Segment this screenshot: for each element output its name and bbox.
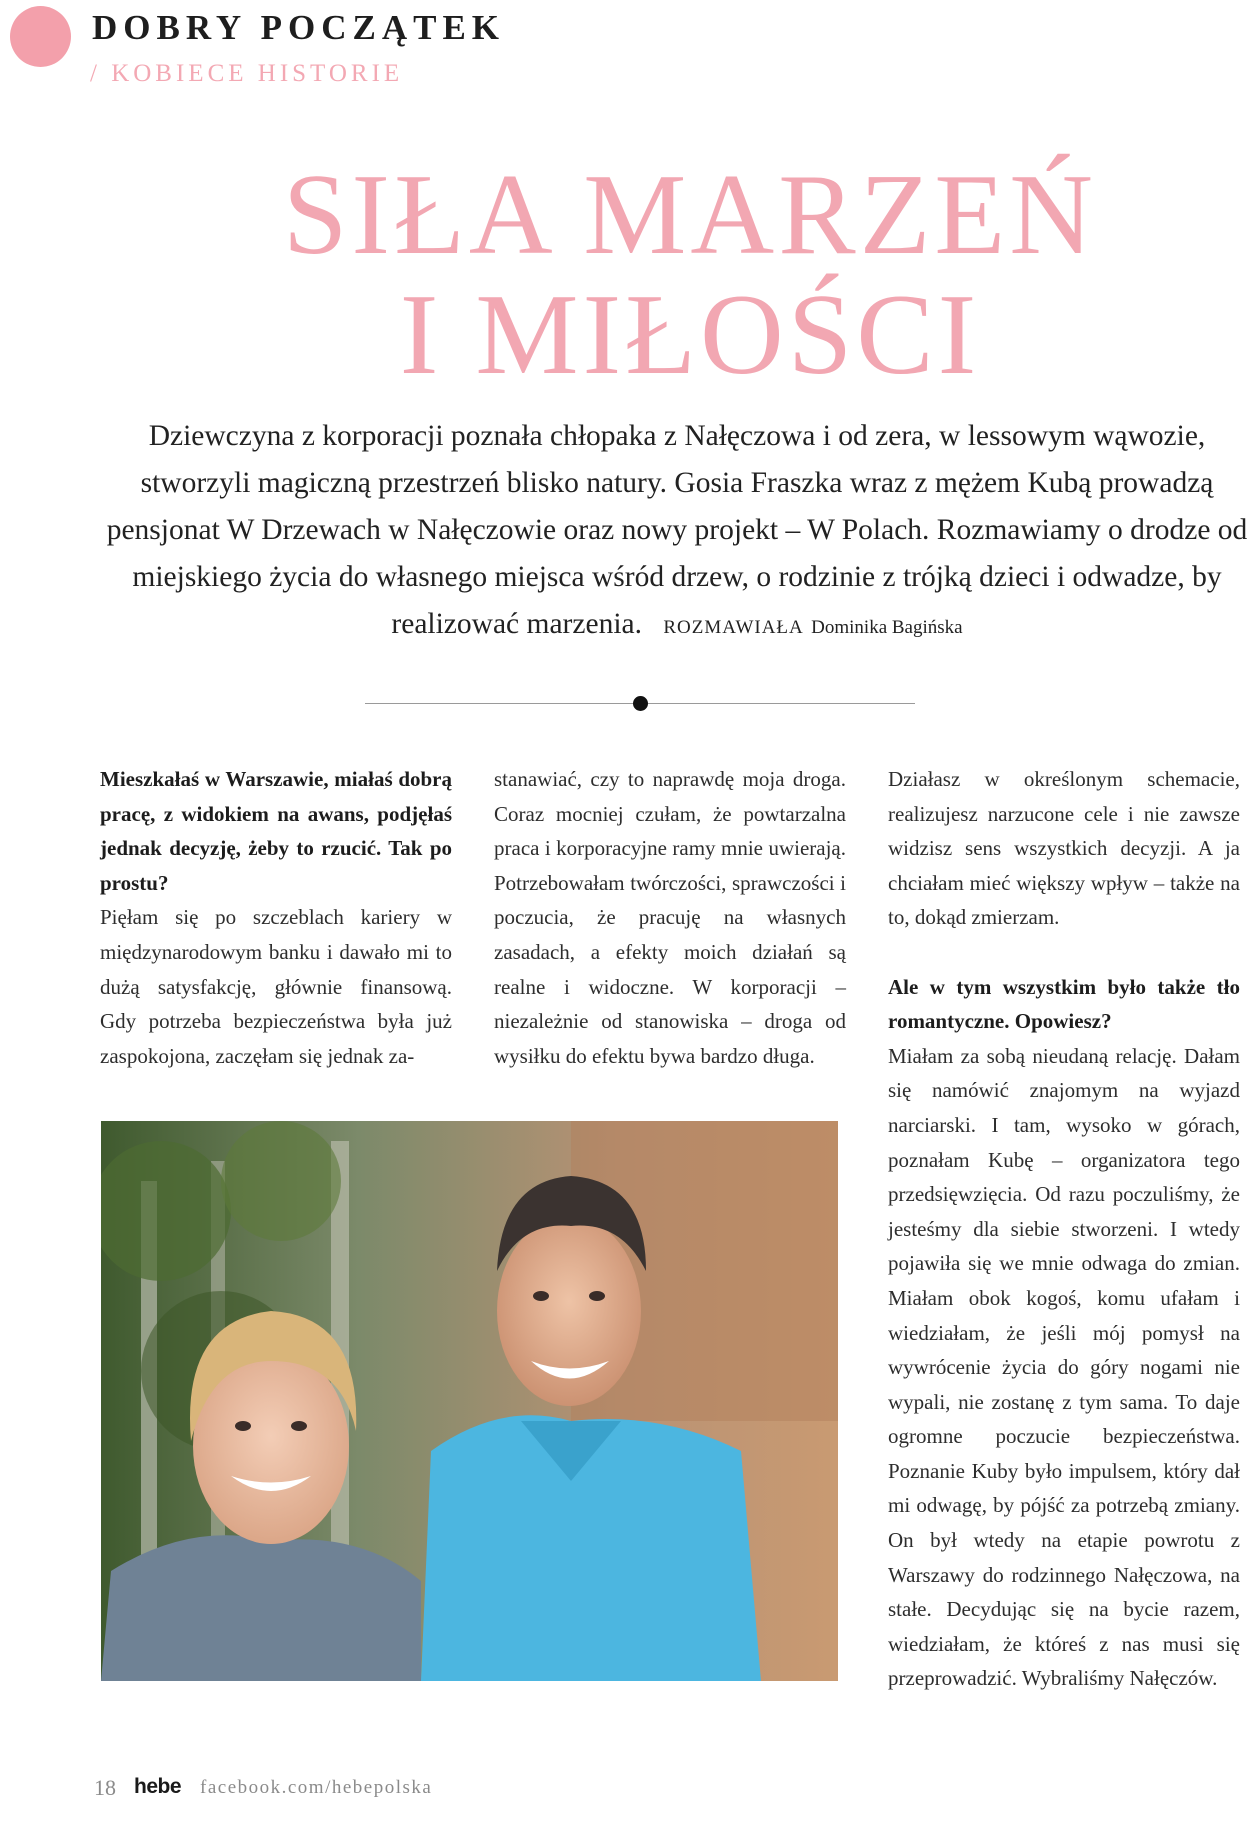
lead-text: Dziewczyna z korporacji poznała chłopaka z Nałęczowa i od zera, w lessowym wąwozie, stworzyli magiczną przestrzeń blisko natury. Gosia Fraszka wraz z mężem Kubą prowadzą pensjonat W Drzewach w Nałęczowie oraz nowy projekt – W Polach. Rozmawiamy o drodze od miejskiego życia do własnego miejsca wśród drzew, o rodzinie z trójką dzieci i odwadze, by realizować marzenia. [106, 420, 1248, 640]
social-link[interactable]: facebook.com/hebepolska [200, 1777, 433, 1798]
divider-dot [633, 696, 648, 711]
interview-answer-continued: stanawiać, czy to naprawdę moja droga. Coraz mocniej czułam, że powtarzalna praca i korporacyjne ramy mnie uwierają. Potrzebowałam twórczości, sprawczości i poczucia, że pracuję na własnych zasadach, a efekty moich działań są realne i widoczne. W korporacji – niezależnie od stanowiska – droga od wysiłku do efektu bywa bardzo długa. [494, 767, 846, 1068]
brand-logo: hebe [134, 1775, 182, 1798]
interview-answer: Miałam za sobą nieudaną relację. Dałam się namówić znajomym na wyjazd narciarski. I tam, wysoko w górach, poznałam Kubę – organizatora tego przedsięwzięcia. Od razu poczuliśmy, że jesteśmy dla siebie stworzeni. I wtedy pojawiła się we mnie odwaga do zmian. Miałam obok kogoś, komu ufałam i wiedziałam, że jeśli mój pomysł na wywrócenie życia do góry nogami nie wypali, nie zostanę z tym sama. To daje ogromne poczucie bezpieczeństwa. Poznanie Kuby było impulsem, który dał mi odwagę, by pójść za potrzebą zmiany. On był wtedy na etapie powrotu z Warszawy do rodzinnego Nałęczowa, na stałe. Decydując się na bycie razem, wiedziałam, że któreś z nas musi się przeprowadzić. Wybraliśmy Nałęczów. [888, 1043, 1240, 1691]
interview-answer-continued: Działasz w określonym schemacie, realizujesz narzucone cele i nie zawsze widzisz sens wszystkich decyzji. A ja chciałam mieć większy wpływ – także na to, dokąd zmierzam. [888, 767, 1240, 930]
interview-answer: Pięłam się po szczeblach kariery w międzynarodowym banku i dawało mi to dużą satysfakcję, głównie finansową. Gdy potrzeba bezpieczeństwa była już zaspokojona, zaczęłam się jednak za- [100, 905, 452, 1068]
article-column-1 [100, 762, 452, 1073]
interview-question: Ale w tym wszystkim było także tło romantyczne. Opowiesz? [888, 974, 1240, 1034]
byline-name: Dominika Bagińska [811, 617, 963, 638]
couple-photo [101, 1121, 838, 1681]
section-dot [10, 6, 71, 67]
byline-label: ROZMAWIAŁA [663, 617, 804, 638]
article-title-line-2: I MIŁOŚCI [399, 271, 981, 399]
section-title: DOBRY POCZĄTEK [92, 8, 506, 47]
interview-question: Mieszkałaś w Warszawie, miałaś dobrą pracę, z widokiem na awans, podjęłaś jednak decyzję, żeby to rzucić. Tak po prostu? [100, 767, 452, 895]
article-column-2 [494, 762, 846, 1073]
article-title-line-1: SIŁA MARZEŃ [282, 151, 1098, 279]
page-number: 18 [94, 1775, 116, 1800]
article-column-3 [888, 762, 1240, 1696]
section-subtitle: / KOBIECE HISTORIE [90, 60, 404, 87]
article-lead [92, 413, 1250, 651]
